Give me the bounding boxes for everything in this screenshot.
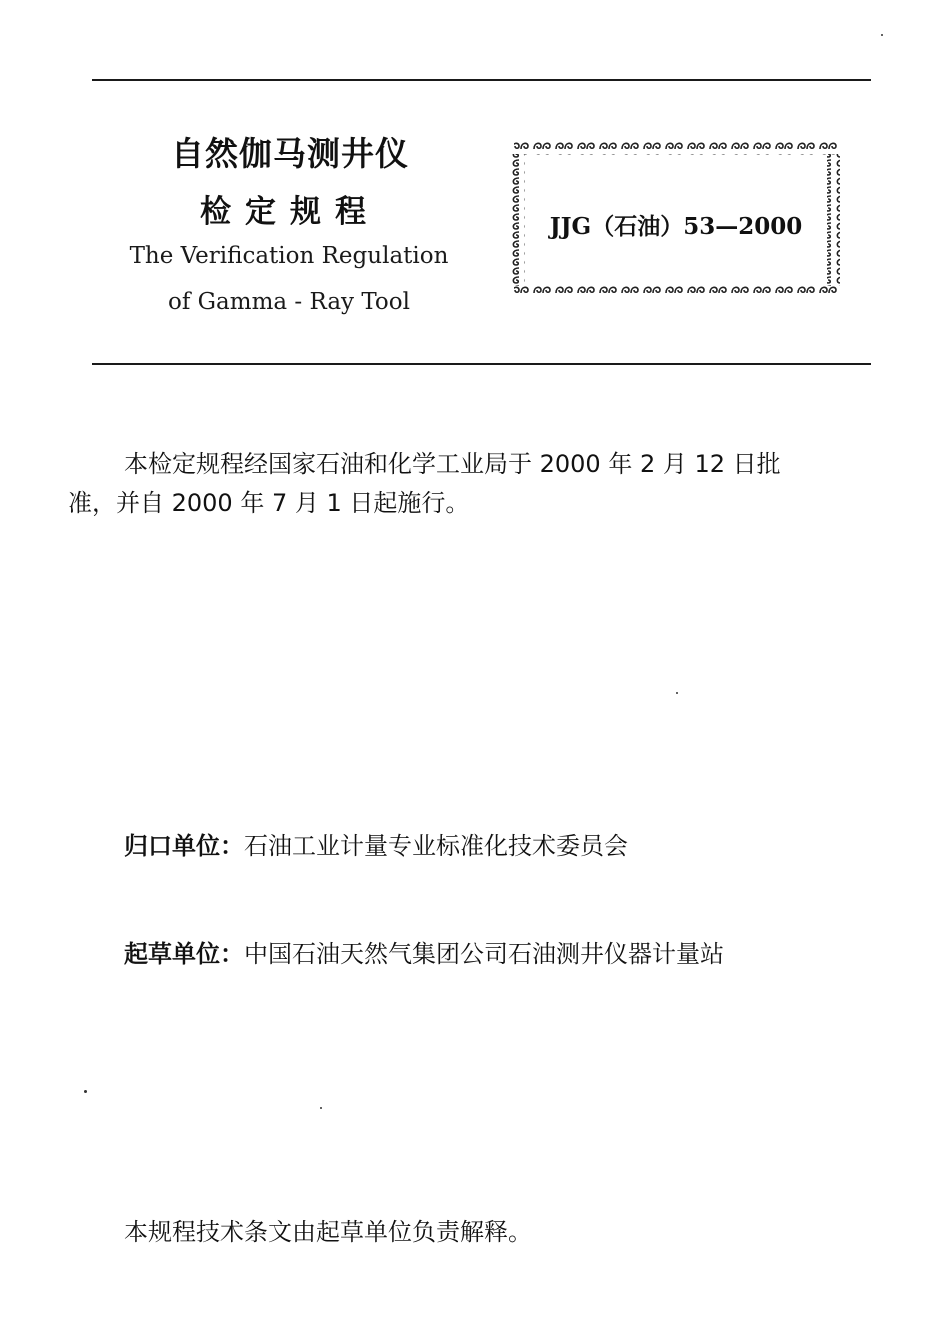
title-chinese-subtitle: 检定规程 [200,194,380,230]
standard-code-box [510,140,842,300]
responsible-unit-value: 石油工业计量专业标准化技术委员会 [244,832,628,860]
top-rule [92,79,871,81]
standard-code: JJG（石油）53—2000 [549,213,803,240]
responsible-unit-label: 归口单位： [124,832,244,860]
title-english-line2: of Gamma - Ray Tool [168,289,410,315]
scan-speck [84,1090,87,1093]
responsible-unit [124,826,628,866]
title-chinese: 自然伽马测井仪 [171,134,409,173]
scan-speck [320,1107,322,1109]
approval-text-line2: 准，并自 2000 年 7 月 1 日起施行。 [68,489,470,517]
scan-speck [676,692,678,694]
scan-speck [881,34,883,36]
title-english-line1: The Verification Regulation [129,243,449,269]
drafting-unit [124,934,724,974]
interpretation-note: 本规程技术条文由起草单位负责解释。 [124,1218,532,1246]
drafting-unit-label: 起草单位： [124,940,244,968]
drafting-unit-value: 中国石油天然气集团公司石油测井仪器计量站 [244,940,724,968]
approval-text-line1: 本检定规程经国家石油和化学工业局于 2000 年 2 月 12 日批 [124,450,781,478]
bottom-rule [92,363,871,365]
